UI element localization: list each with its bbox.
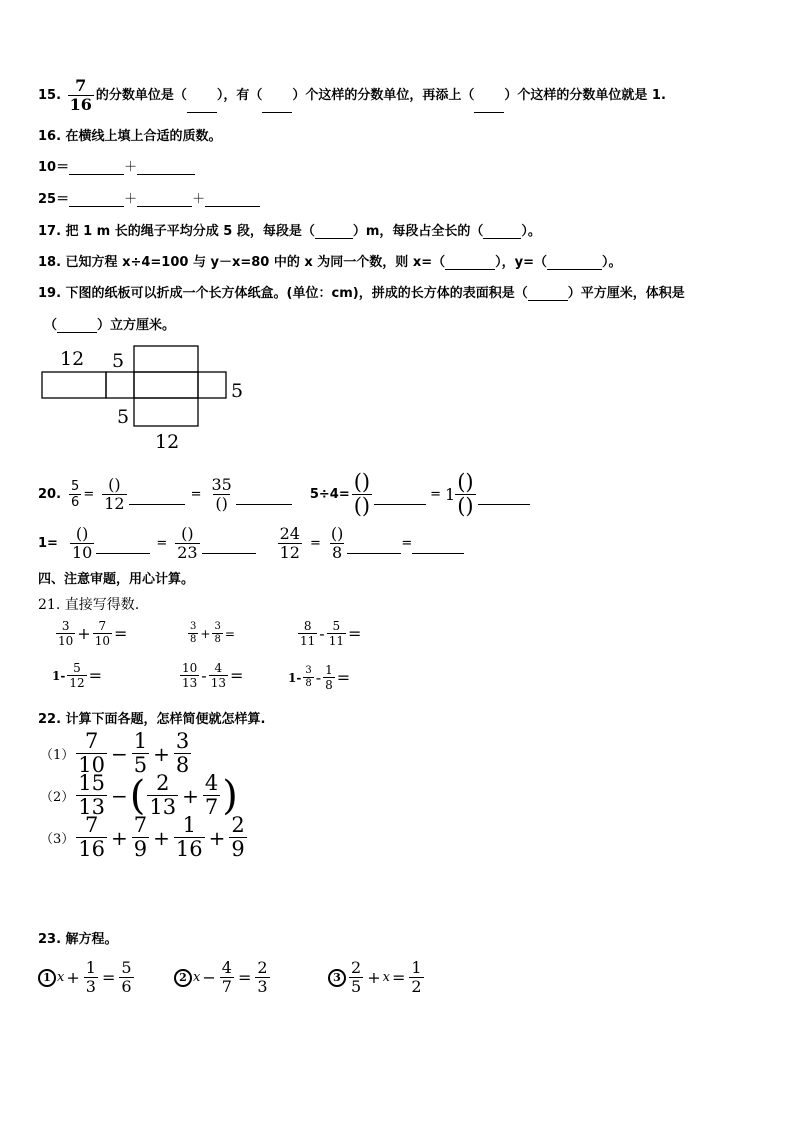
q20-frac-b xyxy=(102,477,126,512)
q21-e1-n2: 7 xyxy=(98,619,107,633)
q22-label-1: （1） xyxy=(40,748,75,763)
net-label-12-top: 12 xyxy=(60,348,85,370)
q21-e3-n1: 8 xyxy=(303,619,312,633)
q15-frac-num: 7 xyxy=(75,76,87,95)
q22-e2-left-paren: ( xyxy=(129,772,146,819)
q18-text-2: ），y=（ xyxy=(495,255,547,270)
q16-l2-plus-1: ＋ xyxy=(124,192,138,207)
q20-blank-7[interactable] xyxy=(347,533,401,554)
q20-f-den: () xyxy=(457,494,474,518)
q19-text-1: 19. 下图的纸板可以折成一个长方体纸盒。(单位：cm)，拼成的长方体的表面积是（ xyxy=(38,286,528,301)
q22-e2-d2: 13 xyxy=(149,795,177,819)
q22-e3-n3: 1 xyxy=(182,813,196,837)
q23-e1-n2: 5 xyxy=(121,958,132,977)
q22-e2-d1: 13 xyxy=(78,795,106,819)
q20-row-2 xyxy=(38,526,464,561)
box-net-diagram xyxy=(36,340,256,460)
net-side-face-left xyxy=(106,372,134,398)
q22-e1-n3: 3 xyxy=(175,729,190,753)
q21-e1-n1: 3 xyxy=(61,619,70,633)
q20-row-1 xyxy=(38,472,530,517)
q20-c-num: 35 xyxy=(211,475,232,494)
q21-e2-n1: 3 xyxy=(190,621,197,632)
q20-j-num: () xyxy=(330,524,344,543)
q15-text-3: ）个这样的分数单位，再添上（ xyxy=(292,88,475,103)
q22-e1-n2: 1 xyxy=(133,729,148,753)
q21-title: 21. 直接写得数. xyxy=(38,597,140,613)
q23-equation-3 xyxy=(328,960,426,995)
q21-e6-d1: 8 xyxy=(305,678,312,689)
q16-l2-blank-1[interactable] xyxy=(69,192,124,207)
q23-e1-d1: 3 xyxy=(85,977,96,996)
q22-e3-op-2: + xyxy=(153,825,170,850)
q15-line xyxy=(38,78,666,113)
q21-e6-op: - xyxy=(315,668,322,687)
q17-blank-2[interactable] xyxy=(483,224,521,239)
q18-text-3: ）。 xyxy=(601,255,622,270)
q19-blank-area[interactable] xyxy=(528,286,568,301)
q15-blank-1[interactable] xyxy=(187,98,217,113)
net-side-face-right xyxy=(198,372,226,398)
q20-frac-j xyxy=(329,526,345,561)
q23-e3-d1: 5 xyxy=(351,977,362,996)
q20-r2-lead: 1= xyxy=(38,536,58,551)
q16-l1-blank-2[interactable] xyxy=(137,160,195,175)
q22-e2-d3: 7 xyxy=(204,795,219,819)
q21-expr-4 xyxy=(52,662,102,689)
q18-line xyxy=(38,251,622,270)
q15-text-4: ）个这样的分数单位就是 1. xyxy=(504,88,666,103)
q21-e6-n1: 3 xyxy=(305,665,312,676)
q20-blank-5[interactable] xyxy=(96,533,150,554)
q23-e2-op: − xyxy=(202,968,216,987)
q23-e1-x: x xyxy=(57,970,65,985)
q22-expr-3 xyxy=(40,815,249,860)
q20-blank-8[interactable] xyxy=(412,533,464,554)
q20-blank-4[interactable] xyxy=(478,484,530,505)
q15-blank-2[interactable] xyxy=(262,98,292,113)
section-4-title: 四、注意审题，用心计算。 xyxy=(38,572,195,587)
q21-e3-eq: = xyxy=(347,624,362,643)
q20-b-num: () xyxy=(108,475,121,494)
q23-equation-2 xyxy=(174,960,272,995)
q20-eq-1: = xyxy=(83,487,95,502)
q21-e5-d2: 13 xyxy=(210,676,226,690)
q23-e3-eq: = xyxy=(391,968,406,987)
q22-e2-n1: 15 xyxy=(78,771,106,795)
q16-prompt: 16. 在横线上填上合适的质数。 xyxy=(38,129,222,144)
q20-frac-h xyxy=(175,526,199,561)
q22-e1-d1: 10 xyxy=(78,753,106,777)
q23-equation-1 xyxy=(38,960,136,995)
q21-e2-d1: 8 xyxy=(190,634,197,645)
q20-frac-e xyxy=(352,472,372,517)
q20-div-text: 5÷4= xyxy=(309,487,350,502)
q23-title: 23. 解方程。 xyxy=(38,932,118,947)
q18-blank-y[interactable] xyxy=(547,255,602,270)
q17-text-1: 17. 把 1 m 长的绳子平均分成 5 段，每段是（ xyxy=(38,224,315,239)
net-left-face xyxy=(42,372,106,398)
q23-e1-eq: = xyxy=(101,968,116,987)
q22-e2-right-paren: ) xyxy=(222,772,238,819)
net-bottom-face xyxy=(134,398,198,426)
q22-e2-op-2: + xyxy=(182,783,199,808)
q16-l2-blank-2[interactable] xyxy=(137,192,192,207)
q22-e3-d2: 9 xyxy=(133,837,148,861)
q22-expr-2 xyxy=(40,773,238,818)
q23-e2-n1: 4 xyxy=(221,958,232,977)
q23-e3-x: x xyxy=(382,970,390,985)
q21-e5-eq: = xyxy=(229,666,244,685)
q18-text-1: 18. 已知方程 x÷4=100 与 y－x=80 中的 x 为同一个数，则 x=（ xyxy=(38,255,446,270)
q17-line xyxy=(38,220,541,239)
q22-e3-op-1: + xyxy=(111,825,128,850)
q20-i-num: 24 xyxy=(279,524,300,543)
q20-h-den: 23 xyxy=(177,543,198,562)
q15-text-1: 的分数单位是（ xyxy=(95,88,187,103)
q19-text-close: ）立方厘米。 xyxy=(97,318,176,333)
q21-e1-d2: 10 xyxy=(94,634,110,648)
q15-blank-3[interactable] xyxy=(474,98,504,113)
q20-frac-g xyxy=(70,526,94,561)
net-top-face xyxy=(134,346,198,372)
q17-text-3: ）。 xyxy=(521,224,541,239)
q17-blank-1[interactable] xyxy=(315,224,353,239)
q21-expr-5 xyxy=(178,662,243,689)
q20-blank-1[interactable] xyxy=(129,484,185,505)
q22-label-3: （3） xyxy=(40,832,75,847)
q23-e3-n1: 2 xyxy=(351,958,362,977)
q23-circle-2: 2 xyxy=(174,969,192,987)
q15-number: 15. xyxy=(38,88,62,103)
q22-label-2: （2） xyxy=(40,790,75,805)
q23-circle-1: 1 xyxy=(38,969,56,987)
q23-circle-3: 3 xyxy=(328,969,346,987)
q20-whole-1: 1 xyxy=(445,485,456,504)
q20-j-den: 8 xyxy=(331,543,343,562)
q21-e5-n1: 10 xyxy=(182,661,198,675)
q21-e3-d2: 11 xyxy=(328,634,344,648)
q21-e3-d1: 11 xyxy=(300,634,316,648)
q19-line-2 xyxy=(44,314,175,333)
net-center-face xyxy=(134,372,198,398)
q20-eq-3: = xyxy=(430,487,442,502)
q22-e3-n2: 7 xyxy=(133,813,148,837)
q20-g-num: () xyxy=(75,524,89,543)
q21-e4-n: 5 xyxy=(73,661,81,675)
q23-e1-n1: 1 xyxy=(85,958,96,977)
q20-number: 20. xyxy=(38,487,62,502)
q20-g-den: 10 xyxy=(71,543,93,562)
q21-e1-d1: 10 xyxy=(58,634,74,648)
q22-e1-op-1: − xyxy=(111,741,128,766)
q20-blank-6[interactable] xyxy=(202,533,256,554)
q22-e2-n3: 4 xyxy=(204,771,219,795)
q23-e2-n2: 2 xyxy=(257,958,268,977)
q18-blank-x[interactable] xyxy=(445,255,495,270)
q22-expr-1 xyxy=(40,731,193,776)
q21-e1-eq: = xyxy=(113,624,128,643)
q22-e3-n1: 7 xyxy=(84,813,99,837)
q21-e2-d2: 8 xyxy=(214,634,221,645)
q20-f-num: () xyxy=(457,470,474,494)
q19-line-1 xyxy=(38,282,685,301)
q22-e1-n1: 7 xyxy=(84,729,99,753)
q21-expr-1 xyxy=(54,620,127,647)
q20-blank-2[interactable] xyxy=(236,484,292,505)
q22-e3-d1: 16 xyxy=(78,837,106,861)
q21-e4-d: 12 xyxy=(69,676,85,690)
q16-line-2 xyxy=(38,188,260,207)
q20-h-num: () xyxy=(181,524,194,543)
q22-e1-d3: 8 xyxy=(175,753,190,777)
q21-e5-d1: 13 xyxy=(182,676,198,690)
q15-fraction xyxy=(68,78,94,113)
q23-e3-d2: 2 xyxy=(411,977,422,996)
q21-e6-lead: 1- xyxy=(288,670,302,685)
q20-blank-3[interactable] xyxy=(374,484,426,505)
q16-l2-plus-2: ＋ xyxy=(192,192,206,207)
q23-e2-d1: 7 xyxy=(221,977,232,996)
q21-e2-eq: = xyxy=(224,626,235,641)
net-label-5-top: 5 xyxy=(112,350,125,372)
q23-e2-eq: = xyxy=(237,968,252,987)
q22-e1-d2: 5 xyxy=(133,753,148,777)
q21-e1-op: + xyxy=(77,624,91,643)
q16-l1-plus: ＋ xyxy=(124,160,138,175)
q16-line-1 xyxy=(38,156,195,175)
q15-frac-den: 16 xyxy=(69,95,92,114)
q20-e-num: () xyxy=(353,470,371,494)
q20-frac-f xyxy=(455,472,475,517)
q21-e4-eq: = xyxy=(88,666,103,685)
q20-eq-2: = xyxy=(190,487,202,502)
q16-l2-blank-3[interactable] xyxy=(205,192,260,207)
q21-e6-d2: 8 xyxy=(325,678,333,692)
q20-b-den: 12 xyxy=(104,494,125,513)
q22-e2-n2: 2 xyxy=(156,771,170,795)
q23-e3-n2: 1 xyxy=(411,958,422,977)
q22-e1-op-2: + xyxy=(153,741,170,766)
net-label-5-right: 5 xyxy=(231,380,244,402)
q22-e3-d3: 16 xyxy=(175,837,203,861)
q21-expr-2 xyxy=(186,622,235,645)
q20-eq-6: = xyxy=(401,536,413,551)
q20-eq-4: = xyxy=(156,536,168,551)
q21-expr-3 xyxy=(296,620,361,647)
q19-text-open: （ xyxy=(44,318,58,333)
q22-e3-op-3: + xyxy=(208,825,226,850)
q20-a-num: 5 xyxy=(71,479,80,494)
q21-e2-op: + xyxy=(200,626,211,641)
q21-e6-n2: 1 xyxy=(325,663,333,677)
q20-eq-5: = xyxy=(309,536,321,551)
q21-e5-n2: 4 xyxy=(214,661,223,675)
q20-e-den: () xyxy=(353,494,371,518)
q22-title: 22. 计算下面各题，怎样简便就怎样算. xyxy=(38,712,266,727)
net-label-5-bottom: 5 xyxy=(117,406,130,428)
q21-e5-op: - xyxy=(201,666,207,685)
q20-i-den: 12 xyxy=(279,543,300,562)
q21-e6-eq: = xyxy=(336,668,351,687)
q19-blank-volume[interactable] xyxy=(57,318,97,333)
q16-l2-lead: 25＝ xyxy=(38,192,70,207)
q21-e4-lead: 1- xyxy=(52,668,66,683)
q16-l1-blank-1[interactable] xyxy=(69,160,124,175)
net-label-12-bottom: 12 xyxy=(155,431,180,453)
q22-e3-n4: 2 xyxy=(231,813,245,837)
q21-e2-n2: 3 xyxy=(214,621,221,632)
q22-e2-op-1: − xyxy=(111,783,128,808)
q16-l1-lead: 10＝ xyxy=(38,160,70,175)
q17-text-2: ）m，每段占全长的（ xyxy=(352,224,484,239)
q22-e3-d4: 9 xyxy=(231,837,245,861)
q20-c-den: () xyxy=(215,494,228,513)
q23-e1-d2: 6 xyxy=(121,977,132,996)
q19-text-2: ）平方厘米，体积是 xyxy=(567,286,685,301)
q21-expr-6 xyxy=(288,664,350,691)
q20-a-den: 6 xyxy=(71,495,80,510)
q23-e2-x: x xyxy=(193,970,201,985)
q21-e3-op: - xyxy=(319,624,325,643)
q20-frac-c xyxy=(209,477,233,512)
q20-frac-i xyxy=(278,526,302,561)
q23-e3-op: + xyxy=(367,968,381,987)
q21-e3-n2: 5 xyxy=(332,619,341,633)
q20-frac-5-6 xyxy=(69,480,81,509)
q23-e1-op: + xyxy=(66,968,80,987)
q23-e2-d2: 3 xyxy=(257,977,268,996)
q15-text-2: ），有（ xyxy=(216,88,263,103)
